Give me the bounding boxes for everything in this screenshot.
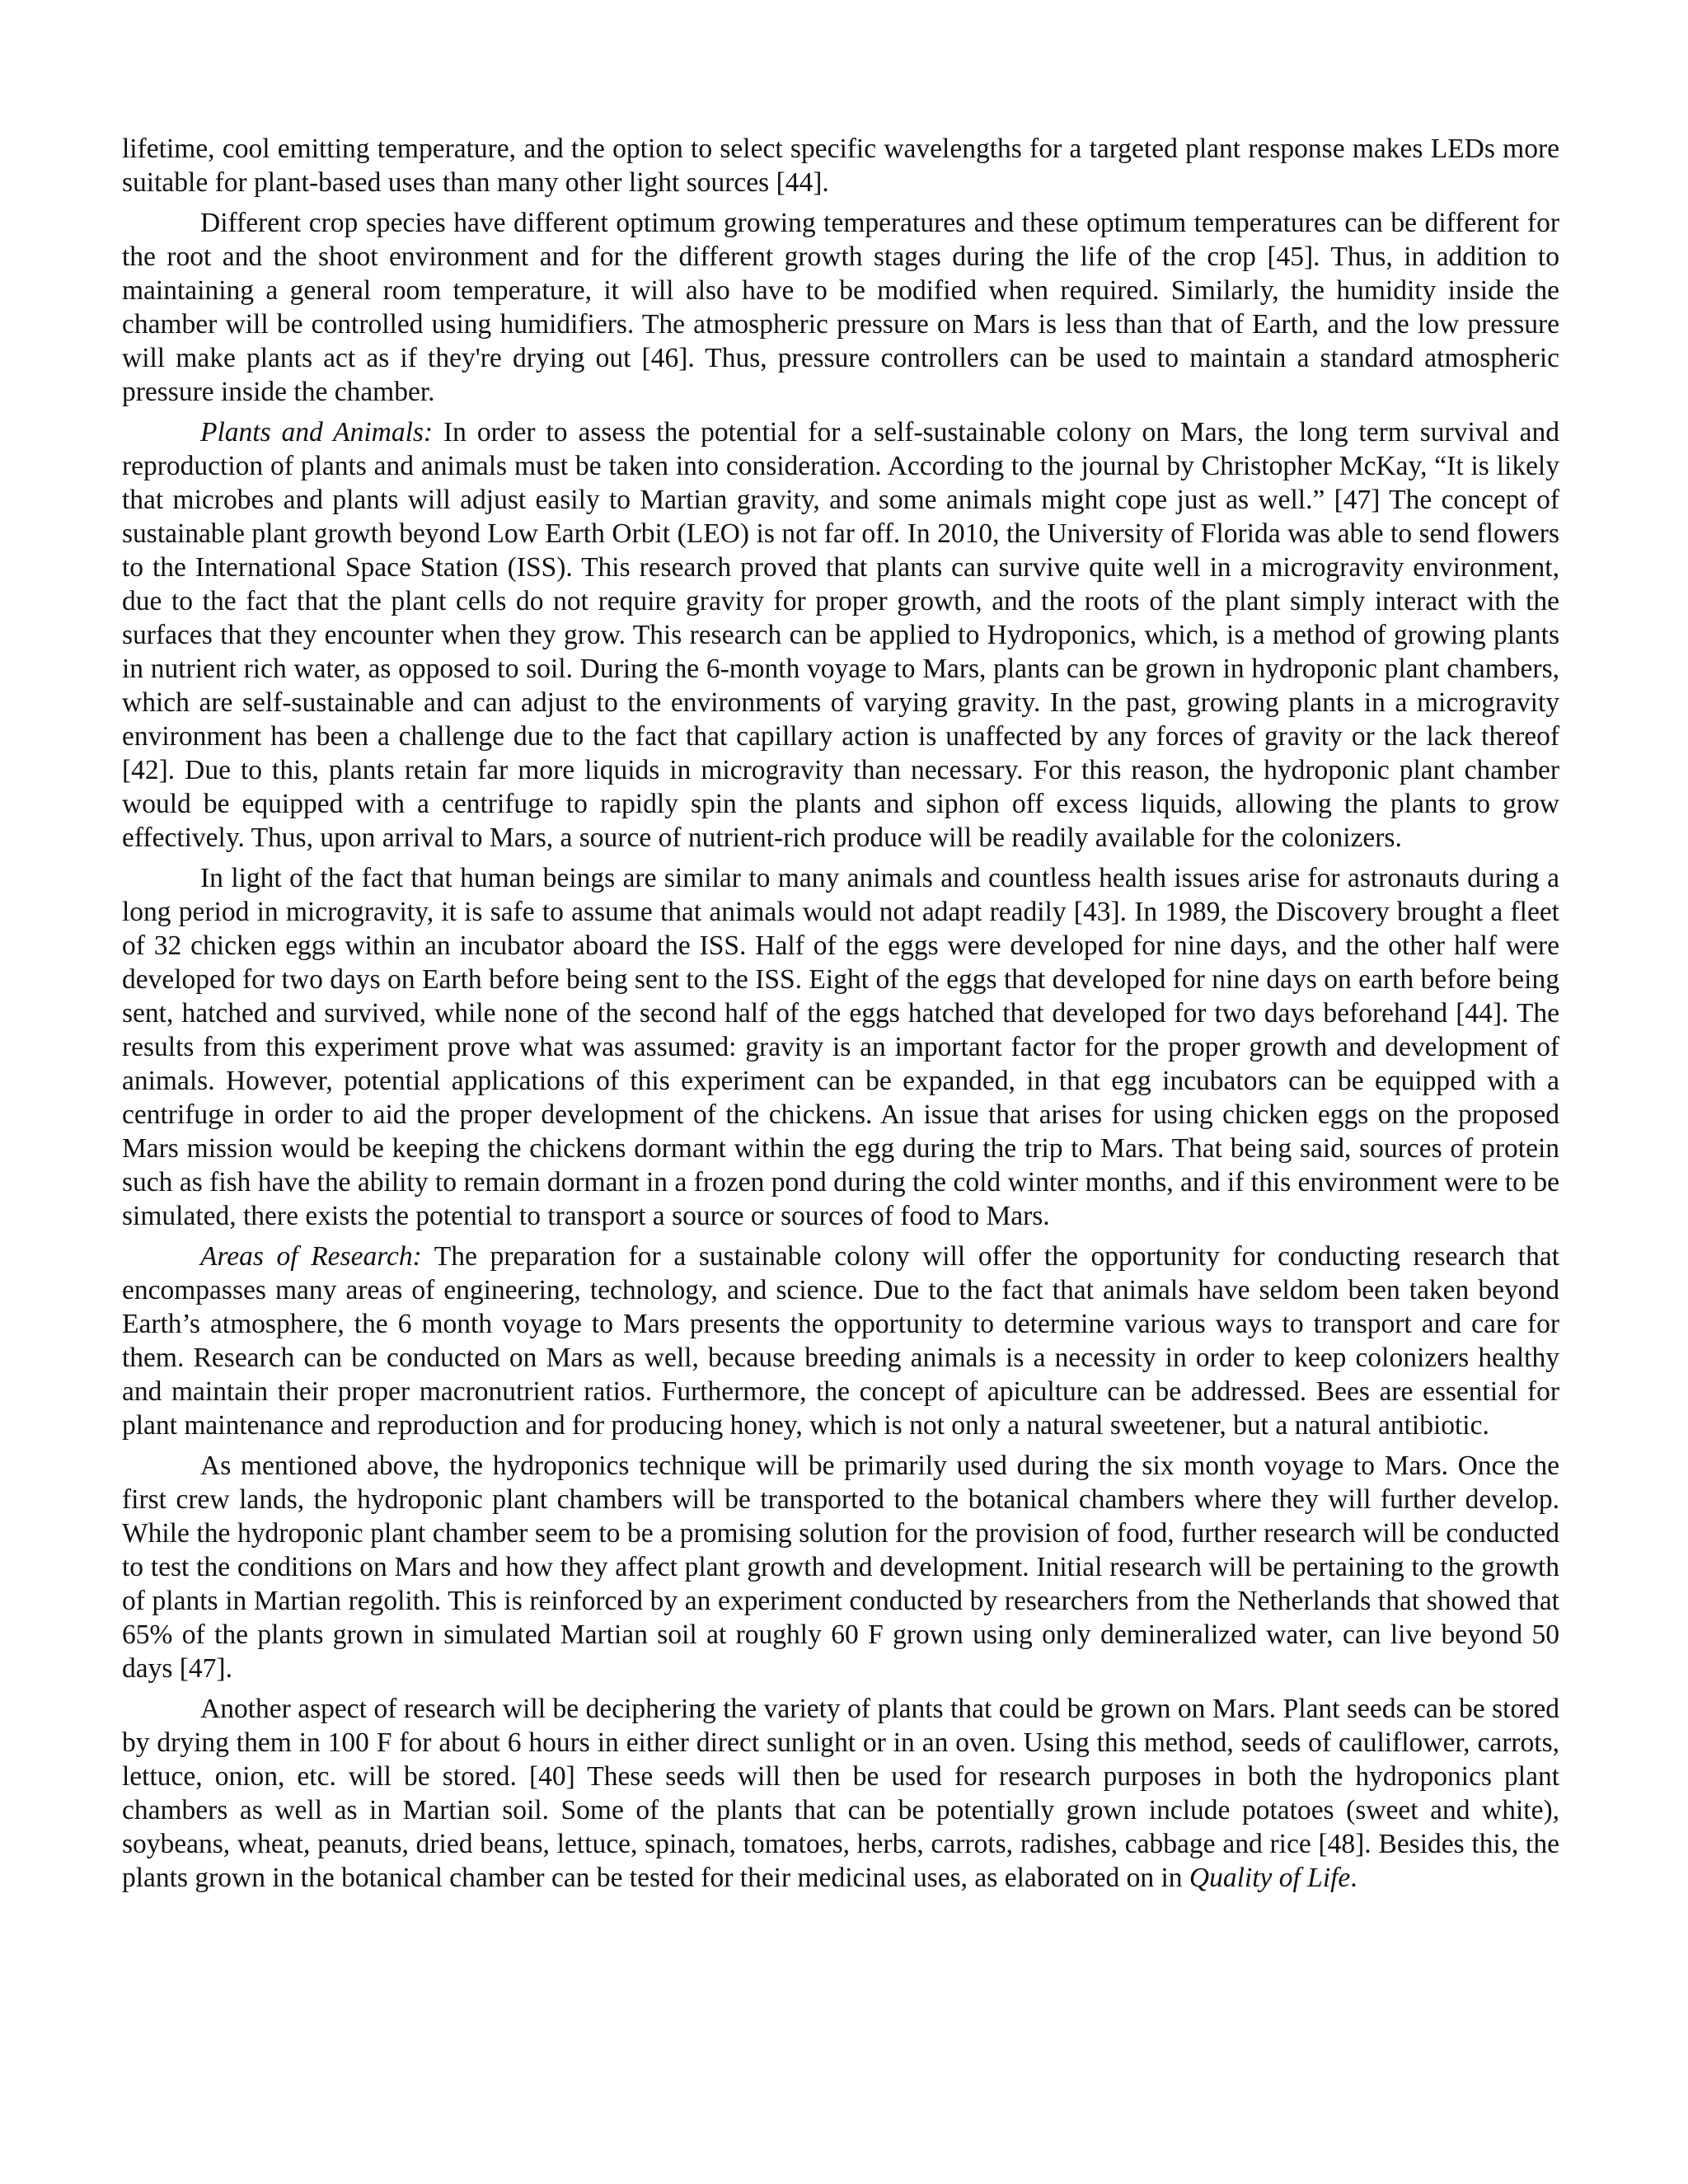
paragraph-plant-variety <box>122 1692 1559 1895</box>
paragraph-temperature-humidity <box>122 206 1559 409</box>
document-page <box>122 132 1559 1895</box>
paragraph-text: The preparation for a sustainable colony will offer the opportunity for conducting research that encompasses many areas of engineering, technology, and science. Due to the fact that animals have seldom been taken beyond Earth’s atmosphere, the 6 month voyage to Mars presents the opportunity to determine various ways to transport and care for them. Research can be conducted on Mars as well, because breeding animals is a necessity in order to keep colonizers healthy and maintain their proper macronutrient ratios. Furthermore, the concept of apiculture can be addressed. Bees are essential for plant maintenance and reproduction and for producing honey, which is not only a natural sweetener, but a natural antibiotic. <box>122 1241 1560 1441</box>
paragraph-text: Different crop species have different optimum growing temperatures and these optimum temperatures can be different for the root and the shoot environment and for the different growth stages during the life of the crop [45]. Thus, in addition to maintaining a general room temperature, it will also have to be modified when required. Similarly, the humidity inside the chamber will be controlled using humidifiers. The atmospheric pressure on Mars is less than that of Earth, and the low pressure will make plants act as if they're drying out [46]. Thus, pressure controllers can be used to maintain a standard atmospheric pressure inside the chamber. <box>122 208 1559 407</box>
section-heading-areas-of-research: Areas of Research: <box>200 1241 422 1272</box>
paragraph-plants-and-animals <box>122 415 1559 855</box>
paragraph-text: lifetime, cool emitting temperature, and the option to select specific wavelengths for a targeted plant response makes LEDs more suitable for plant-based uses than many other light sources [44]. <box>122 134 1559 198</box>
paragraph-text: Another aspect of research will be deciphering the variety of plants that could be grown on Mars. Plant seeds can be stored by drying them in 100 F for about 6 hours in either direct sunlight or in an oven. Using this method, seeds of cauliflower, carrots, lettuce, onion, etc. will be stored. [40] These seeds will then be used for research purposes in both the hydroponics plant chambers as well as in Martian soil. Some of the plants that can be potentially grown include potatoes (sweet and white), soybeans, wheat, peanuts, dried beans, lettuce, spinach, tomatoes, herbs, carrots, radishes, cabbage and rice [48]. Besides this, the plants grown in the botanical chamber can be tested for their medicinal uses, as elaborated on in <box>122 1694 1559 1893</box>
paragraph-text: In order to assess the potential for a self-sustainable colony on Mars, the long term survival and reproduction of plants and animals must be taken into consideration. According to the journal by Christopher McKay, “It is likely that microbes and plants will adjust easily to Martian gravity, and some animals might cope just as well.” [47] The concept of sustainable plant growth beyond Low Earth Orbit (LEO) is not far off. In 2010, the University of Florida was able to send flowers to the International Space Station (ISS). This research proved that plants can survive quite well in a microgravity environment, due to the fact that the plant cells do not require gravity for proper growth, and the roots of the plant simply interact with the surfaces that they encounter when they grow. This research can be applied to Hydroponics, which, is a method of growing plants in nutrient rich water, as opposed to soil. During the 6-month voyage to Mars, plants can be grown in hydroponic plant chambers, which are self-sustainable and can adjust to the environments of varying gravity. In the past, growing plants in a microgravity environment has been a challenge due to the fact that capillary action is unaffected by any forces of gravity or the lack thereof [42]. Due to this, plants retain far more liquids in microgravity than necessary. For this reason, the hydroponic plant chamber would be equipped with a centrifuge to rapidly spin the plants and siphon off excess liquids, allowing the plants to grow effectively. Thus, upon arrival to Mars, a source of nutrient-rich produce will be readily available for the colonizers. <box>122 417 1559 853</box>
paragraph-text: In light of the fact that human beings are similar to many animals and countless health issues arise for astronauts during a long period in microgravity, it is safe to assume that animals would not adapt readily [43]. In 1989, the Discovery brought a fleet of 32 chicken eggs within an incubator aboard the ISS. Half of the eggs were developed for nine days, and the other half were developed for two days on Earth before being sent to the ISS. Eight of the eggs that developed for nine days on earth before being sent, hatched and survived, while none of the second half of the eggs hatched that developed for two days beforehand [44]. The results from this experiment prove what was assumed: gravity is an important factor for the proper growth and development of animals. However, potential applications of this experiment can be expanded, in that egg incubators can be equipped with a centrifuge in order to aid the proper development of the chickens. An issue that arises for using chicken eggs on the proposed Mars mission would be keeping the chickens dormant within the egg during the trip to Mars. That being said, sources of protein such as fish have the ability to remain dormant in a frozen pond during the cold winter months, and if this environment were to be simulated, there exists the potential to transport a source or sources of food to Mars. <box>122 863 1559 1231</box>
paragraph-hydroponics <box>122 1449 1559 1685</box>
paragraph-chicken-eggs <box>122 861 1559 1233</box>
paragraph-areas-of-research <box>122 1240 1559 1442</box>
paragraph-text: As mentioned above, the hydroponics technique will be primarily used during the six month voyage to Mars. Once the first crew lands, the hydroponic plant chambers will be transported to the botanical chambers where they will further develop. While the hydroponic plant chamber seem to be a promising solution for the provision of food, further research will be conducted to test the conditions on Mars and how they affect plant growth and development. Initial research will be pertaining to the growth of plants in Martian regolith. This is reinforced by an experiment conducted by researchers from the Netherlands that showed that 65% of the plants grown in simulated Martian soil at roughly 60 F grown using only demineralized water, can live beyond 50 days [47]. <box>122 1451 1559 1684</box>
paragraph-tail: . <box>1350 1863 1357 1893</box>
section-heading-plants-and-animals: Plants and Animals: <box>200 417 434 448</box>
paragraph-led-lighting <box>122 132 1559 199</box>
section-reference-quality-of-life: Quality of Life <box>1189 1863 1351 1893</box>
